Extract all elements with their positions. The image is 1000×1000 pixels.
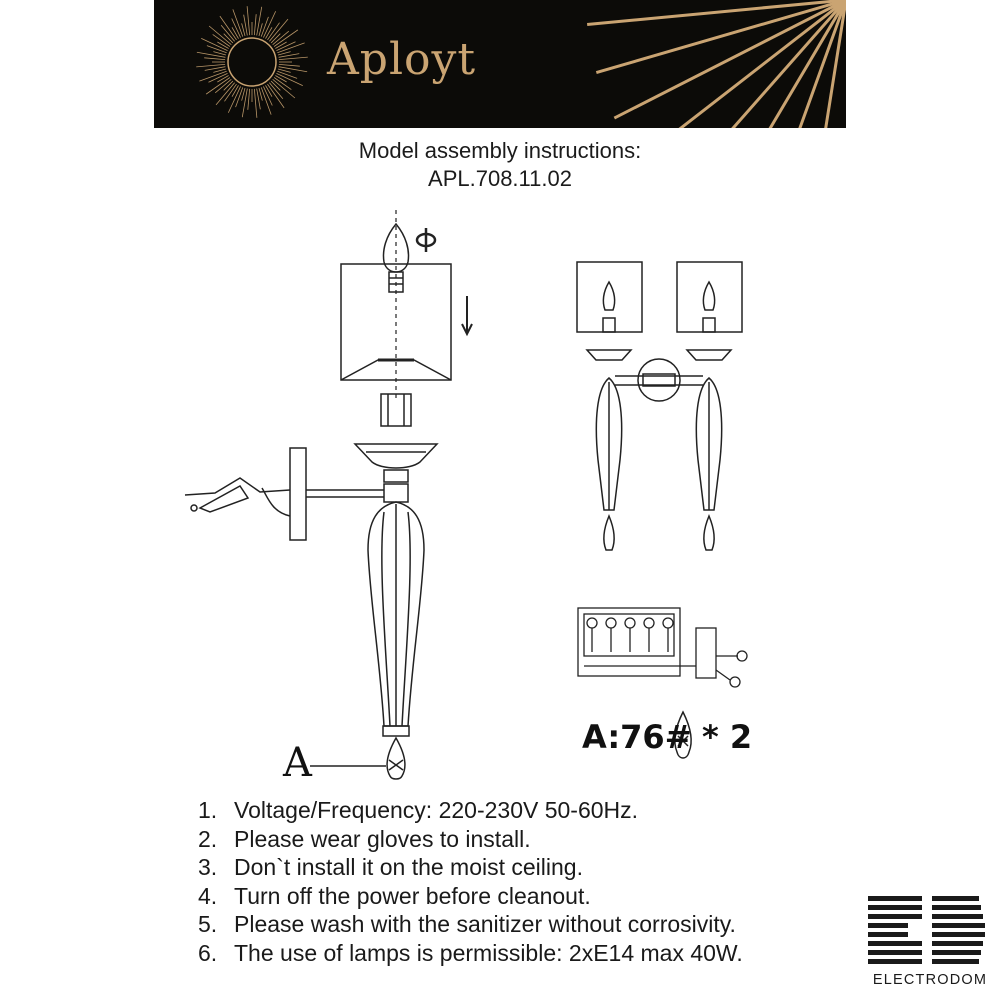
list-item: 5. Please wash with the sanitizer without corrosivity. (198, 911, 736, 937)
list-item: 6. The use of lamps is permissible: 2xE14 max 40W. (198, 939, 743, 966)
part-label-a: A (283, 740, 312, 786)
model-number: APL.708.11.02 (428, 166, 572, 191)
part-spec (582, 718, 753, 756)
title-line-1: Model assembly instructions: (358, 138, 642, 163)
crystal-pendant-icon (387, 738, 405, 779)
candle-cup (355, 444, 437, 482)
footer-brand: ELECTRODOM (872, 972, 988, 988)
exploded-view (185, 210, 472, 779)
list-item: 1. Voltage/Frequency: 220-230V 50-60Hz. (198, 797, 639, 823)
glass-body (368, 502, 424, 736)
instruction-list (198, 796, 743, 967)
list-item: 3. Don`t install it on the moist ceiling. (198, 854, 583, 880)
part-spec-code: A:76# (582, 718, 692, 756)
part-spec-count: * 2 (702, 718, 753, 756)
socket (381, 394, 411, 426)
rotate-icon (417, 228, 435, 252)
wall-arm (185, 448, 408, 540)
list-item: 4. Turn off the power before cleanout. (198, 882, 591, 909)
list-item: 2. Please wear gloves to install. (198, 825, 531, 852)
brand-name: Aployt (327, 34, 477, 85)
wiring-terminal-icon (578, 608, 747, 687)
assembled-view (577, 262, 742, 550)
down-arrow-icon (462, 296, 472, 334)
